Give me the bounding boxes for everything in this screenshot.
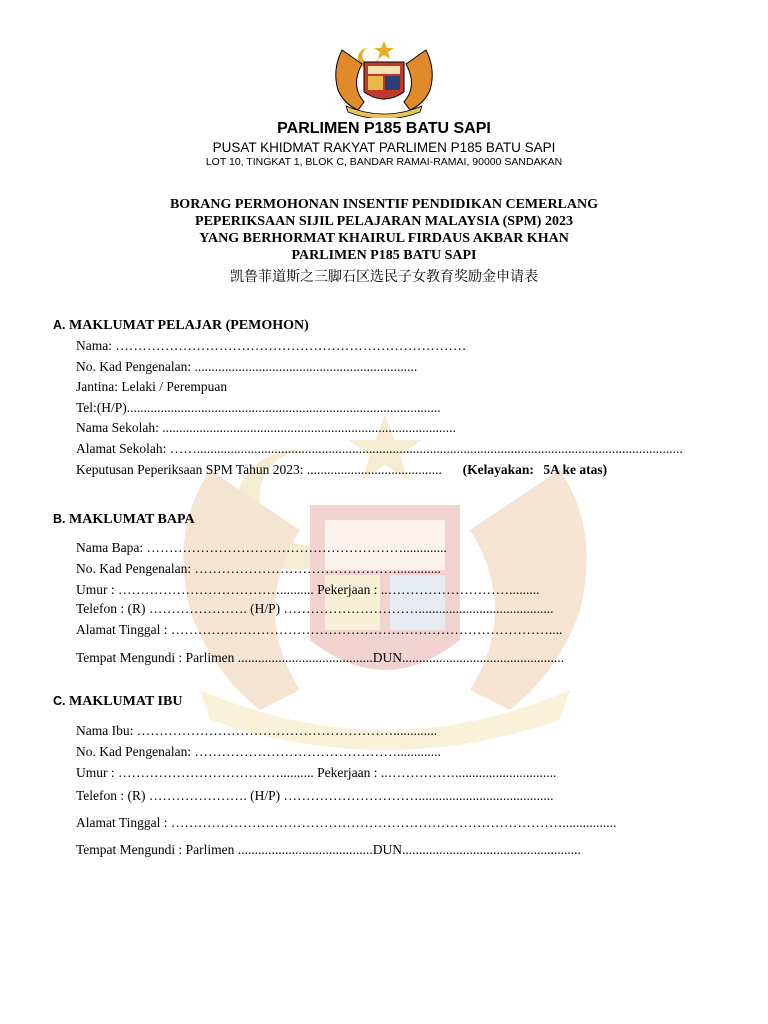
header-line1: PARLIMEN P185 BATU SAPI <box>277 120 491 137</box>
field-jantina[interactable]: Jantina: Lelaki / Perempuan <box>76 379 228 394</box>
field-tel-pelajar[interactable]: Tel:(H/P)............................................................................................. <box>76 400 441 415</box>
field-umur-pekerjaan-ibu[interactable]: Umur : ……………………………….......... Pekerjaan : ..…………….............................. <box>76 765 557 780</box>
field-alamat-bapa[interactable]: Alamat Tinggal : ………………………………………………………………………….... <box>76 622 563 637</box>
field-nama-bapa[interactable]: Nama Bapa: …………………………………………………............. <box>76 540 447 555</box>
field-alamat-ibu[interactable]: Alamat Tinggal : ……………………………………………………………………………................ <box>76 815 617 830</box>
field-mengundi-bapa[interactable]: Tempat Mengundi : Parlimen ........................................DUN................................................ <box>76 650 565 665</box>
field-ic-ibu[interactable]: No. Kad Pengenalan: ………………………………………............. <box>76 744 441 759</box>
field-umur-pekerjaan-bapa[interactable]: Umur : ……………………………….......... Pekerjaan : ..………………………......... <box>76 582 540 597</box>
header-line2: PUSAT KHIDMAT RAKYAT PARLIMEN P185 BATU SAPI <box>212 140 556 155</box>
field-telefon-bapa[interactable]: Telefon : (R) …………………. (H/P) …………………………........................................ <box>76 601 554 616</box>
title-line3: YANG BERHORMAT KHAIRUL FIRDAUS AKBAR KHAN <box>199 231 569 246</box>
coat-of-arms-logo <box>328 40 440 118</box>
field-ic-bapa[interactable]: No. Kad Pengenalan: ………………………………………............. <box>76 561 441 576</box>
field-telefon-ibu[interactable]: Telefon : (R) …………………. (H/P) …………………………........................................ <box>76 788 554 803</box>
field-mengundi-ibu[interactable]: Tempat Mengundi : Parlimen ........................................DUN..................................................... <box>76 842 581 857</box>
title-line2: PEPERIKSAAN SIJIL PELAJARAN MALAYSIA (SPM) 2023 <box>195 214 573 229</box>
field-nama-sekolah[interactable]: Nama Sekolah: ....................................................................................... <box>76 420 456 435</box>
section-b-heading: B. MAKLUMAT BAPA <box>53 512 195 527</box>
field-alamat-sekolah[interactable]: Alamat Sekolah: ……................................................................................................................................................ <box>76 441 683 456</box>
field-nama-ibu[interactable]: Nama Ibu: …………………………………………………............. <box>76 723 438 738</box>
title-line1: BORANG PERMOHONAN INSENTIF PENDIDIKAN CEMERLANG <box>169 197 599 212</box>
title-chinese: 凯鲁菲道斯之三脚石区选民子女教育奖励金申请表 <box>230 269 538 285</box>
form-title <box>0 196 768 264</box>
section-a-heading: A. MAKLUMAT PELAJAR (PEMOHON) <box>53 318 309 333</box>
field-nama-pelajar[interactable]: Nama: …………………………………………………………………… <box>76 338 467 353</box>
field-keputusan-spm[interactable]: Keputusan Peperiksaan SPM Tahun 2023: ........................................ (Kelayakan: 5A ke atas) <box>76 462 608 477</box>
section-c-heading: C. MAKLUMAT IBU <box>53 694 183 709</box>
header-address: LOT 10, TINGKAT 1, BLOK C, BANDAR RAMAI-RAMAI, 90000 SANDAKAN <box>205 156 563 168</box>
title-line4: PARLIMEN P185 BATU SAPI <box>291 248 477 263</box>
field-ic-pelajar[interactable]: No. Kad Pengenalan: .................................................................. <box>76 359 418 374</box>
